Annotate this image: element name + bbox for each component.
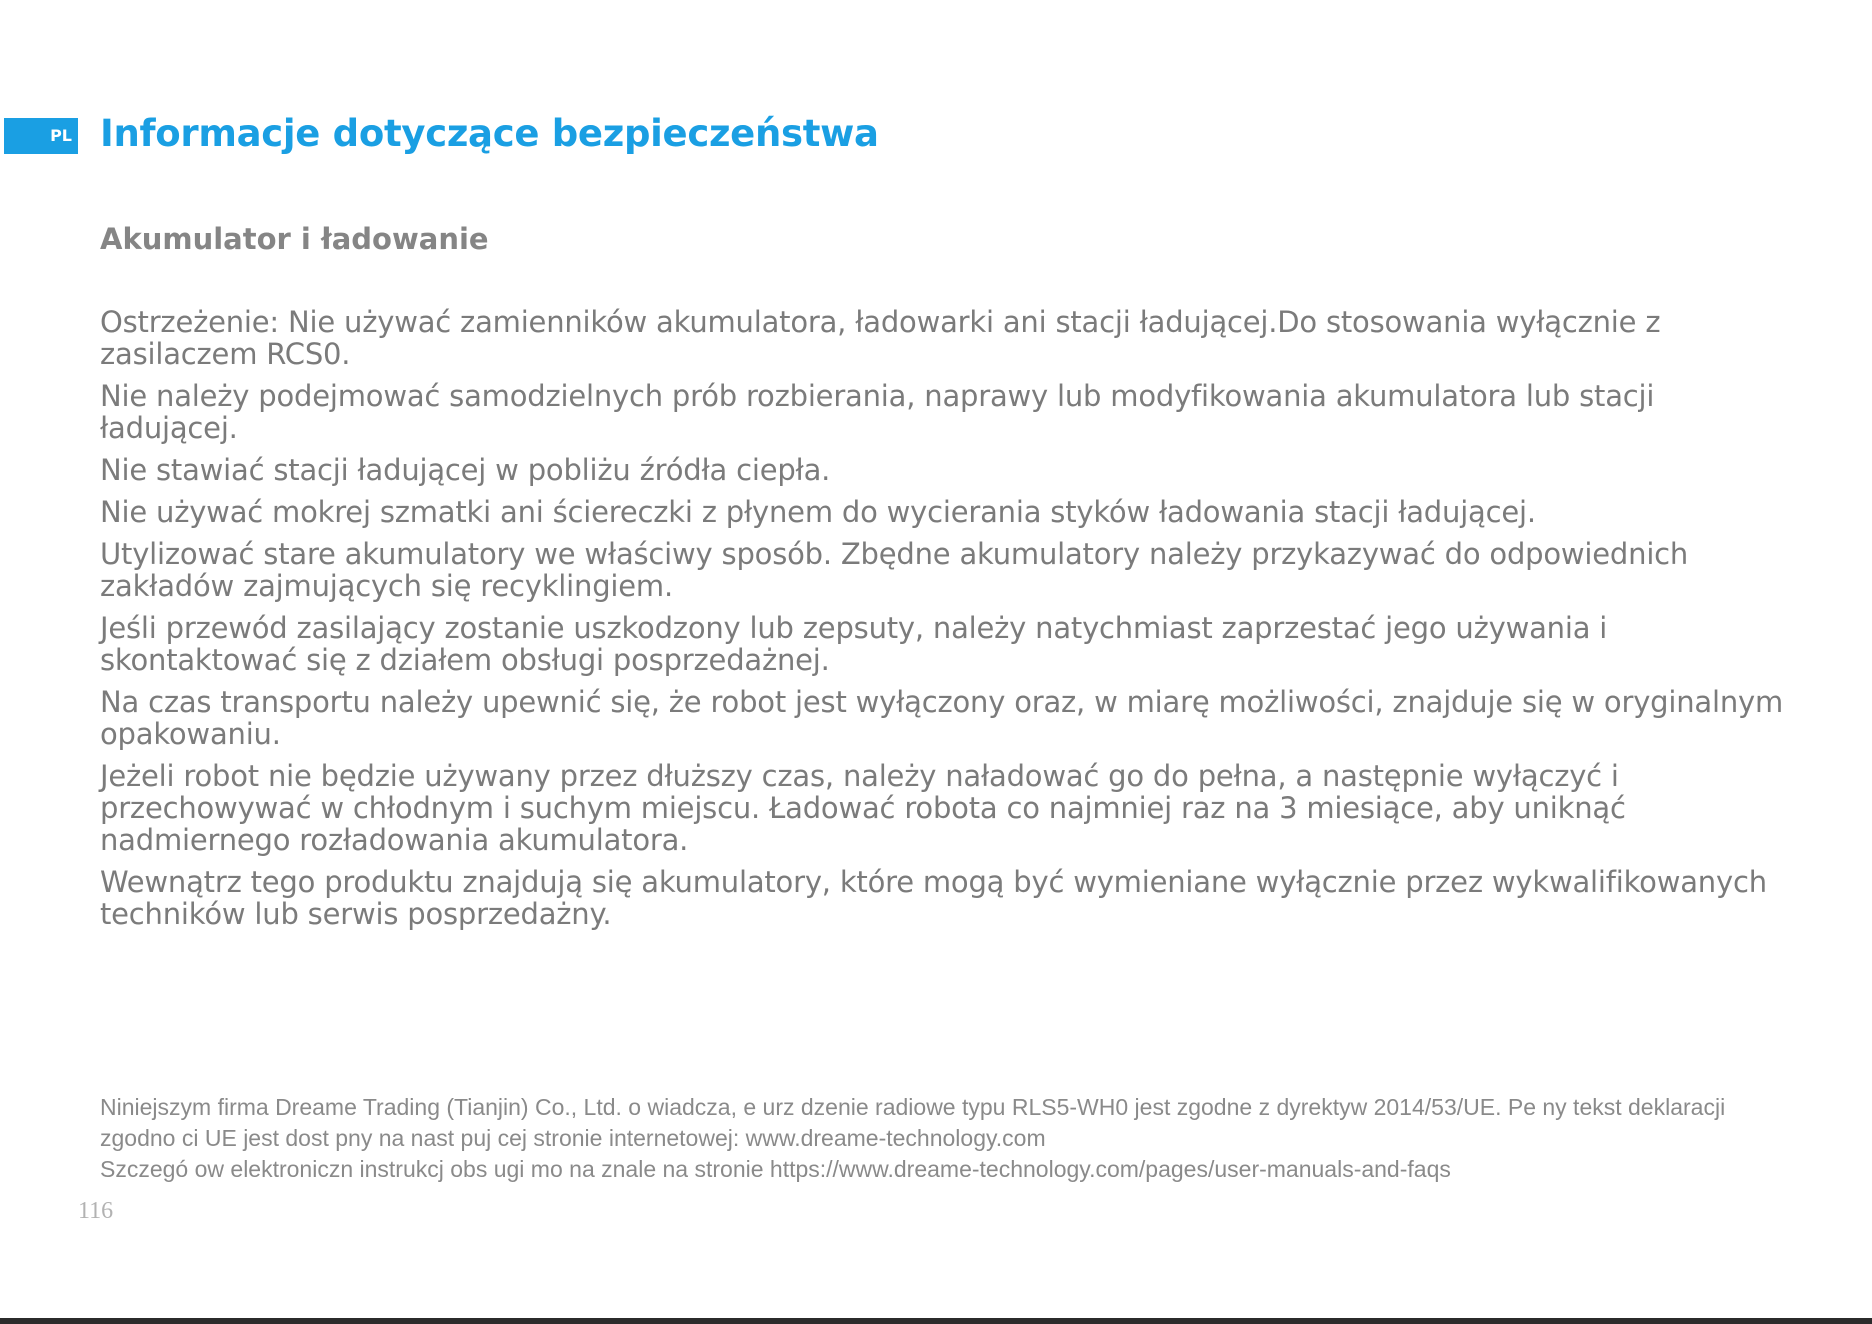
warning-item: Jeżeli robot nie będzie używany przez dłuższy czas, należy naładować go do pełna, a następnie wyłączyć i przechowywać w chłodnym i suchym miejscu. Ładować robota co najmniej raz na 3 miesiące, aby uniknąć nadmiernego rozładowania akumulatora. (100, 759, 1626, 857)
warning-item: Nie stawiać stacji ładującej w pobliżu źródła ciepła. (100, 453, 831, 487)
warning-item: Ostrzeżenie: Nie używać zamienników akumulatora, ładowarki ani stacji ładującej.Do stosowania wyłącznie z zasilaczem RCS0. (100, 305, 1661, 371)
compliance-declaration: Niniejszym firma Dreame Trading (Tianjin) Co., Ltd. o wiadcza, e urz dzenie radiowe typu RLS5-WH0 jest zgodne z dyrektyw 2014/53/UE. Pe ny tekst deklaracji zgodno ci UE jest dost pny na nast puj cej stronie internetowej: www.dreame-technology.com (100, 1094, 1726, 1151)
bottom-rule (0, 1318, 1872, 1324)
warning-item: Jeśli przewód zasilający zostanie uszkodzony lub zepsuty, należy natychmiast zaprzestać jego używania i skontaktować się z działem obsługi posprzedażnej. (100, 611, 1608, 677)
warning-item: Nie należy podejmować samodzielnych prób rozbierania, naprawy lub modyfikowania akumulatora lub stacji ładującej. (100, 379, 1655, 445)
warning-item: Utylizować stare akumulatory we właściwy sposób. Zbędne akumulatory należy przykazywać do odpowiednich zakładów zajmujących się recyklingiem. (100, 537, 1689, 603)
page-title: Informacje dotyczące bezpieczeństwa (100, 112, 879, 155)
manual-link-note: Szczegó ow elektroniczn instrukcj obs ugi mo na znale na stronie https://www.dreame-technology.com/pages/user-manuals-and-faqs (100, 1156, 1451, 1182)
section-heading: Akumulator i ładowanie (100, 222, 489, 256)
compliance-note (100, 1092, 1800, 1185)
language-tab: PL (4, 118, 78, 154)
warning-item: Nie używać mokrej szmatki ani ściereczki z płynem do wycierania styków ładowania stacji ładującej. (100, 495, 1536, 529)
warning-item: Wewnątrz tego produktu znajdują się akumulatory, które mogą być wymieniane wyłącznie przez wykwalifikowanych techników lub serwis posprzedażny. (100, 865, 1767, 931)
warning-item: Na czas transportu należy upewnić się, że robot jest wyłączony oraz, w miarę możliwości, znajduje się w oryginalnym opakowaniu. (100, 685, 1784, 751)
warning-list (100, 306, 1800, 940)
page-number: 116 (78, 1198, 114, 1224)
